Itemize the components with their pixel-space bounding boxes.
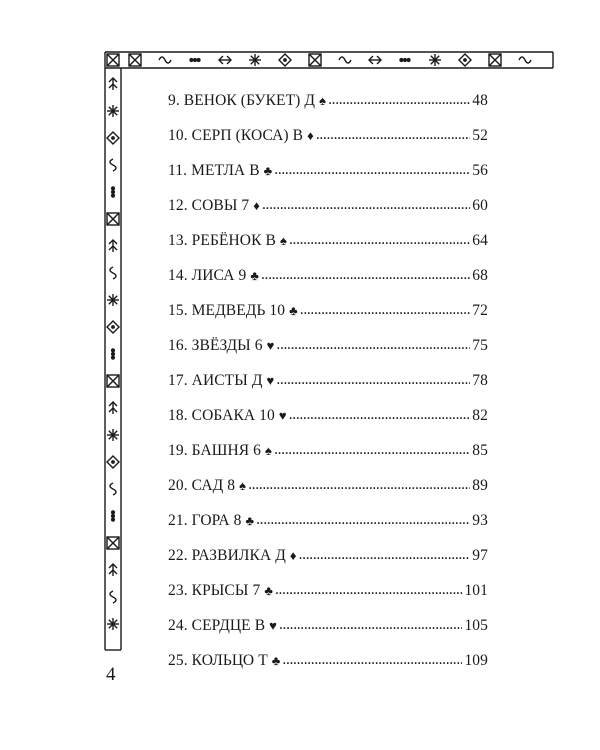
toc-entry-title: 9. ВЕНОК (БУКЕТ) Д xyxy=(168,92,316,109)
toc-entry[interactable] xyxy=(168,337,488,372)
toc-entry-page: 68 xyxy=(472,267,488,284)
toc-entry-title: 14. ЛИСА 9 xyxy=(168,267,247,284)
toc-entry-title: 23. КРЫСЫ 7 xyxy=(168,582,261,599)
dot-leader xyxy=(261,266,470,284)
toc-entry-page: 105 xyxy=(464,617,488,634)
toc-entry-page: 60 xyxy=(472,197,488,214)
toc-entry-title: 10. СЕРП (КОСА) В xyxy=(168,127,304,144)
dot-leader xyxy=(275,581,462,599)
top-ornament-band xyxy=(105,52,553,68)
dot-leader xyxy=(289,406,471,424)
card-suit-icon: ♦ xyxy=(307,128,314,143)
toc-entry[interactable] xyxy=(168,547,488,582)
card-suit-icon: ♣ xyxy=(289,303,298,318)
toc-entry[interactable] xyxy=(168,232,488,267)
card-suit-icon: ♣ xyxy=(263,163,273,178)
toc-entry[interactable] xyxy=(168,127,488,162)
toc-entry-page: 56 xyxy=(472,162,488,179)
dot-leader xyxy=(276,371,470,389)
toc-entry-page: 109 xyxy=(464,652,488,669)
dot-leader xyxy=(279,616,462,634)
left-ornament-band xyxy=(105,52,121,650)
toc-entry[interactable] xyxy=(168,92,488,127)
toc-entry[interactable] xyxy=(168,302,488,337)
toc-entry[interactable] xyxy=(168,407,488,442)
card-suit-icon: ♦ xyxy=(253,198,260,213)
toc-entry-page: 97 xyxy=(472,547,488,564)
toc-entry-page: 82 xyxy=(472,407,488,424)
toc-entry-page: 75 xyxy=(472,337,488,354)
toc-entry-title: 20. САД 8 xyxy=(168,477,236,494)
dot-leader xyxy=(299,546,471,564)
toc-entry-title: 13. РЕБЁНОК В xyxy=(168,232,276,249)
toc-entry-title: 21. ГОРА 8 xyxy=(168,512,242,529)
toc-entry[interactable] xyxy=(168,477,488,512)
dot-leader xyxy=(248,476,470,494)
toc-entry-page: 85 xyxy=(472,442,488,459)
card-suit-icon: ♠ xyxy=(239,478,247,493)
toc-entry-page: 93 xyxy=(472,512,488,529)
toc-entry-title: 24. СЕРДЦЕ В xyxy=(168,617,266,634)
card-suit-icon: ♠ xyxy=(265,443,273,458)
toc-entry-page: 52 xyxy=(472,127,488,144)
toc-entry-page: 72 xyxy=(472,302,488,319)
toc-entry[interactable] xyxy=(168,617,488,652)
dot-leader xyxy=(328,91,470,109)
card-suit-icon: ♥ xyxy=(269,618,277,633)
toc-entry[interactable] xyxy=(168,162,488,197)
toc-entry[interactable] xyxy=(168,582,488,617)
toc-entry-page: 101 xyxy=(464,582,488,599)
dot-leader xyxy=(289,231,470,249)
toc-entry[interactable] xyxy=(168,267,488,302)
toc-entry[interactable] xyxy=(168,197,488,232)
toc-entry[interactable] xyxy=(168,372,488,407)
table-of-contents xyxy=(168,92,488,687)
toc-entry-title: 19. БАШНЯ 6 xyxy=(168,442,262,459)
page-number: 4 xyxy=(106,664,116,685)
toc-entry-title: 22. РАЗВИЛКА Д xyxy=(168,547,286,564)
toc-entry-title: 17. АИСТЫ Д xyxy=(168,372,263,389)
toc-entry[interactable] xyxy=(168,512,488,547)
toc-entry[interactable] xyxy=(168,442,488,477)
toc-entry-page: 78 xyxy=(472,372,488,389)
card-suit-icon: ♣ xyxy=(271,653,281,668)
toc-entry-page: 48 xyxy=(472,92,488,109)
dot-leader xyxy=(276,336,470,354)
dot-leader xyxy=(300,301,471,319)
toc-entry-title: 12. СОВЫ 7 xyxy=(168,197,250,214)
toc-entry-title: 11. МЕТЛА В xyxy=(168,162,260,179)
dot-leader xyxy=(262,196,470,214)
dot-leader xyxy=(282,651,462,669)
dot-leader xyxy=(256,511,470,529)
dot-leader xyxy=(274,441,470,459)
card-suit-icon: ♠ xyxy=(279,233,287,248)
dot-leader xyxy=(274,161,470,179)
card-suit-icon: ♠ xyxy=(319,93,327,108)
toc-entry-title: 16. ЗВЁЗДЫ 6 xyxy=(168,337,263,354)
toc-entry-page: 89 xyxy=(472,477,488,494)
card-suit-icon: ♣ xyxy=(250,268,259,283)
toc-entry[interactable] xyxy=(168,652,488,687)
card-suit-icon: ♥ xyxy=(278,408,287,423)
toc-entry-title: 15. МЕДВЕДЬ 10 xyxy=(168,302,286,319)
toc-entry-page: 64 xyxy=(472,232,488,249)
toc-entry-title: 25. КОЛЬЦО Т xyxy=(168,652,268,669)
toc-entry-title: 18. СОБАКА 10 xyxy=(168,407,275,424)
card-suit-icon: ♥ xyxy=(266,338,275,353)
card-suit-icon: ♦ xyxy=(289,548,297,563)
card-suit-icon: ♥ xyxy=(266,373,275,388)
card-suit-icon: ♣ xyxy=(264,583,273,598)
card-suit-icon: ♣ xyxy=(245,513,255,528)
dot-leader xyxy=(316,126,470,144)
